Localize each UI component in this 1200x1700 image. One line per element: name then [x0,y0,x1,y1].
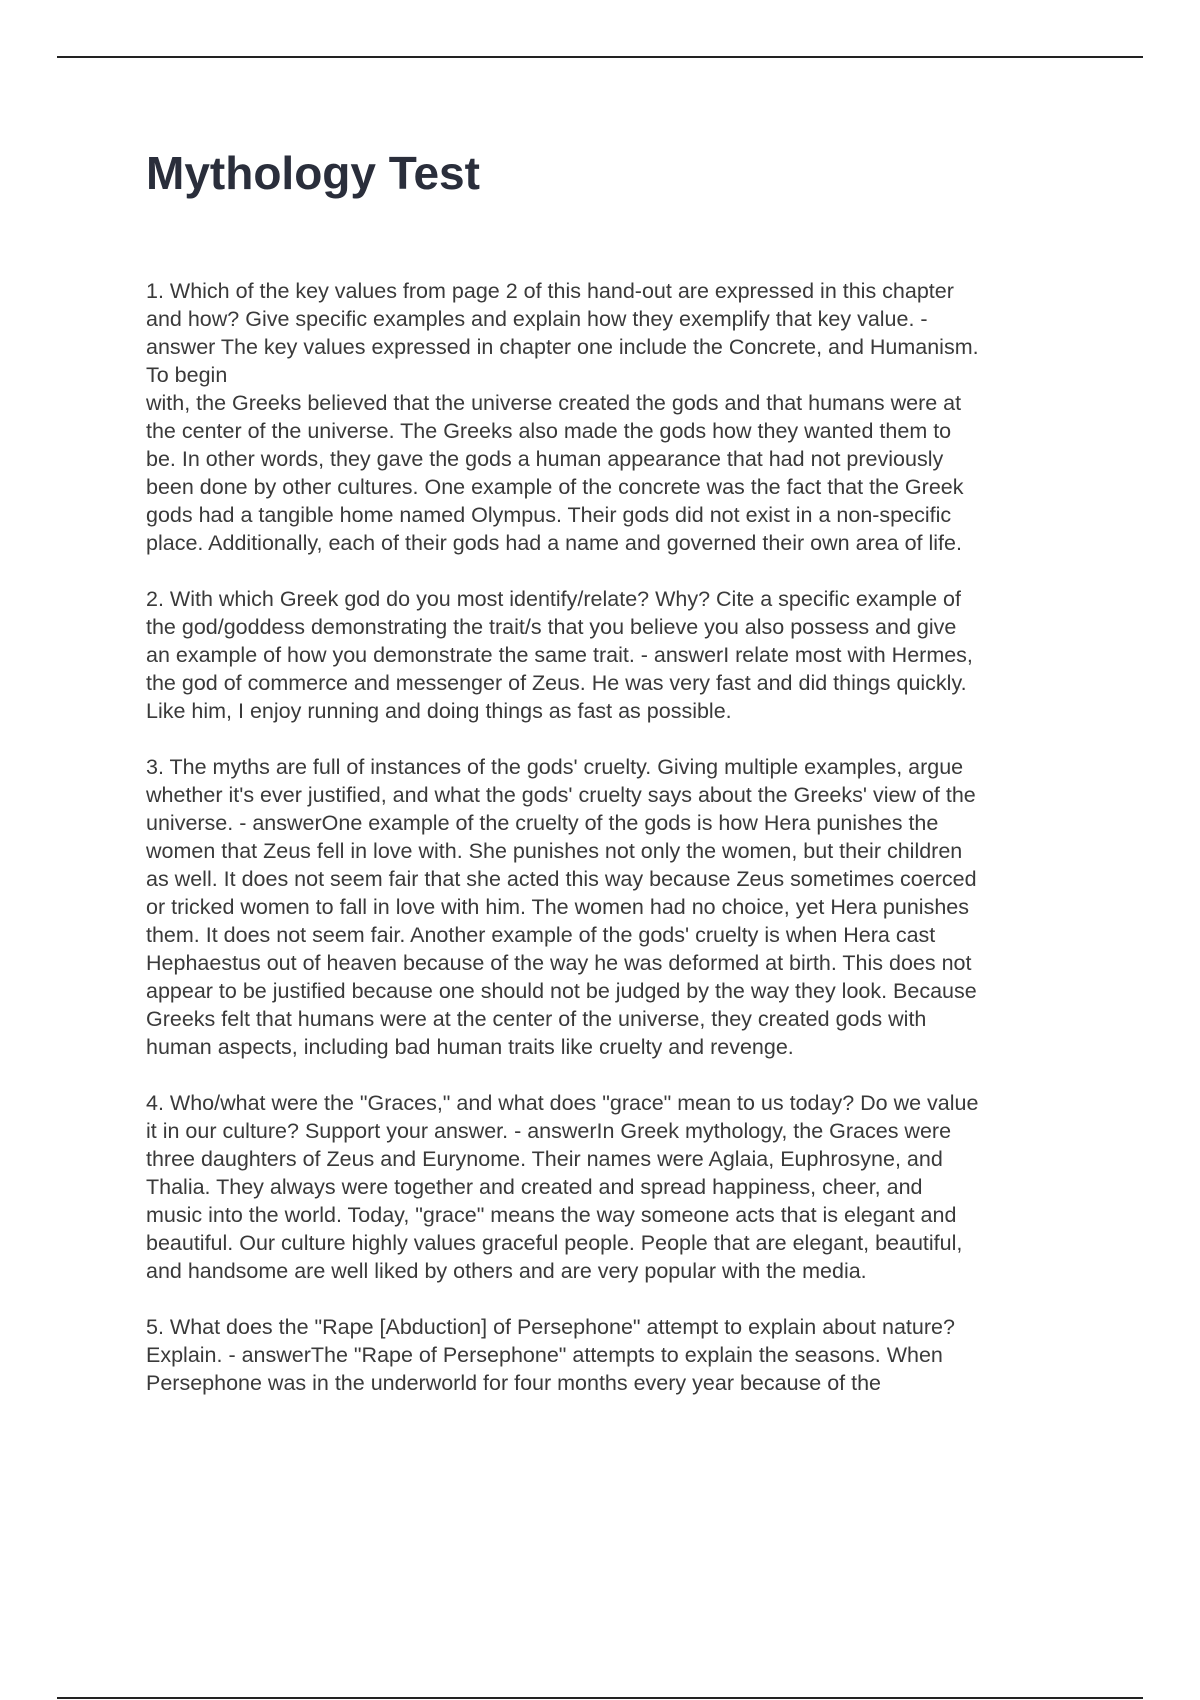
document-body [146,277,1091,1397]
bottom-rule [57,1697,1143,1699]
question-5-paragraph: 5. What does the "Rape [Abduction] of Persephone" attempt to explain about nature? Explain. - answerThe "Rape of Persephone" attempts to explain the seasons. When Persephone was in the underworld for four months every year because of the [146,1315,955,1395]
question-2-paragraph: 2. With which Greek god do you most identify/relate? Why? Cite a specific example of the god/goddess demonstrating the trait/s that you believe you also possess and give an example of how you demonstrate the same trait. - answerI relate most with Hermes, the god of commerce and messenger of Zeus. He was very fast and did things quickly. Like him, I enjoy running and doing things as fast as possible. [146,587,973,723]
document-content [146,140,1091,1425]
top-rule [57,56,1143,58]
question-3-paragraph: 3. The myths are full of instances of the gods' cruelty. Giving multiple examples, argue whether it's ever justified, and what the gods' cruelty says about the Greeks' view of the universe. - answerOne example of the cruelty of the gods is how Hera punishes the women that Zeus fell in love with. She punishes not only the women, but their children as well. It does not seem fair that she acted this way because Zeus sometimes coerced or tricked women to fall in love with him. The women had no choice, yet Hera punishes them. It does not seem fair. Another example of the gods' cruelty is when Hera cast Hephaestus out of heaven because of the way he was deformed at birth. This does not appear to be justified because one should not be judged by the way they look. Because Greeks felt that humans were at the center of the universe, they created gods with human aspects, including bad human traits like cruelty and revenge. [146,755,977,1059]
question-1-paragraph: 1. Which of the key values from page 2 of this hand-out are expressed in this chapter and how? Give specific examples and explain how they exemplify that key value. - answer The key values expressed in chapter one include the Concrete, and Humanism. To begin with, the Greeks believed that the universe created the gods and that humans were at the center of the universe. The Greeks also made the gods how they wanted them to be. In other words, they gave the gods a human appearance that had not previously been done by other cultures. One example of the concrete was the fact that the Greek gods had a tangible home named Olympus. Their gods did not exist in a non-specific place. Additionally, each of their gods had a name and governed their own area of life. [146,279,979,555]
document-title: Mythology Test [146,147,480,199]
question-4-paragraph: 4. Who/what were the "Graces," and what does "grace" mean to us today? Do we value it in our culture? Support your answer. - answerIn Greek mythology, the Graces were three daughters of Zeus and Eurynome. Their names were Aglaia, Euphrosyne, and Thalia. They always were together and created and spread happiness, cheer, and music into the world. Today, "grace" means the way someone acts that is elegant and beautiful. Our culture highly values graceful people. People that are elegant, beautiful, and handsome are well liked by others and are very popular with the media. [146,1091,979,1283]
